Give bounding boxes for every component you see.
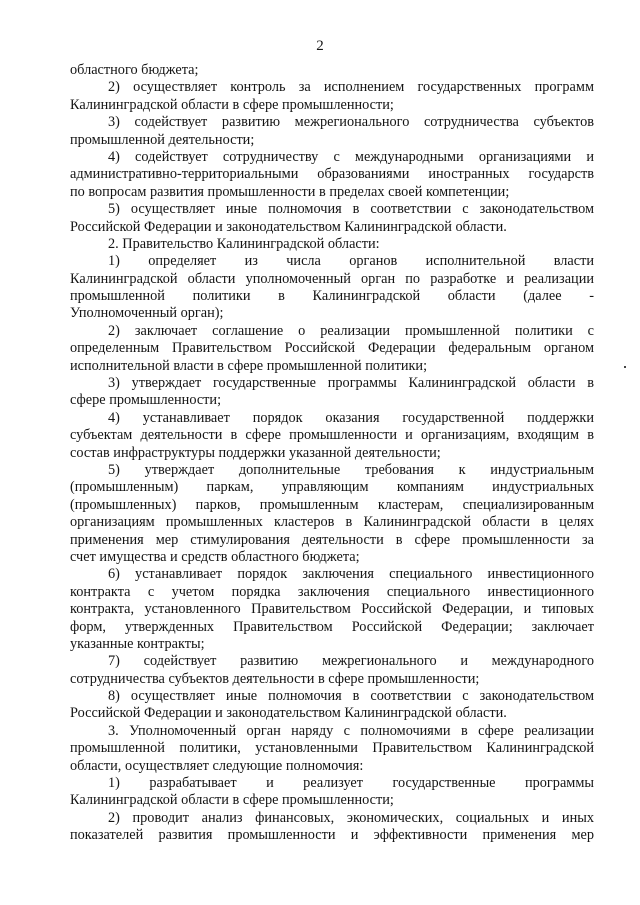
text-line: 2) осуществляет контроль за исполнением государственных программ [108,79,594,96]
text-line: (промышленных) парков, промышленным кластерам, специализированным [70,496,594,513]
text-line: (промышленным) паркам, управляющим компаниям индустриальных [70,479,594,496]
text-line: контракта с учетом порядка заключения специального инвестиционного [70,583,594,600]
text-line: по вопросам развития промышленности в пределах своей компетенции; [70,183,510,200]
text-line: 5) утверждает дополнительные требования к индустриальным [108,461,594,478]
text-line: контракта, установленного Правительством Российской Федерации, и типовых [70,601,594,618]
text-line: показателей развития промышленности и эффективности применения мер [70,827,594,844]
text-line: Калининградской области уполномоченный орган по разработке и реализации [70,270,594,287]
text-line: Российской Федерации и законодательством Калининградской области. [70,705,507,722]
text-line: 3. Уполномоченный орган наряду с полномочиями в сфере реализации [108,722,594,739]
text-line: промышленной политики в Калининградской области (далее - [70,288,594,305]
text-line: промышленной политики, установленными Правительством Калининградской [70,740,594,757]
text-line: сфере промышленности; [70,392,222,409]
text-line: областного бюджета; [70,62,199,78]
text-line: форм, утвержденных Правительством Российской Федерации; заключает [70,618,594,635]
scan-speck [624,366,626,368]
text-line: 4) содействует сотрудничеству с международными организациями и [108,148,594,165]
text-line: 2) заключает соглашение о реализации промышленной политики с [108,322,594,339]
text-line: 1) определяет из числа органов исполнительной власти [108,253,594,270]
text-line: 5) осуществляет иные полномочия в соответствии с законодательством [108,201,594,218]
text-line: указанные контракты; [70,635,205,652]
text-line: определенным Правительством Российской Федерации федеральным органом [70,340,594,357]
text-line: промышленной деятельности; [70,131,255,148]
text-line: 6) устанавливает порядок заключения специального инвестиционного [108,566,594,583]
text-line: субъектам деятельности в сфере промышленности и организациям, входящим в [70,427,594,444]
text-line: Калининградской области в сфере промышленности; [70,792,394,809]
text-line: Калининградской области в сфере промышленности; [70,96,394,113]
text-line: 2) проводит анализ финансовых, экономических, социальных и иных [108,809,594,826]
text-line: 7) содействует развитию межрегионального и международного [108,653,594,670]
document-body [70,62,594,845]
text-line: 4) устанавливает порядок оказания государственной поддержки [108,409,594,426]
text-line: счет имущества и средств областного бюджета; [70,548,360,565]
text-line: сотрудничества субъектов деятельности в сфере промышленности; [70,670,480,687]
text-line: 2. Правительство Калининградской области: [108,235,380,252]
text-line: 8) осуществляет иные полномочия в соответствии с законодательством [108,688,594,705]
text-line: исполнительной власти в сфере промышленной политики; [70,357,428,374]
text-line: административно-территориальными образованиями иностранных государств [70,166,594,183]
text-line: области, осуществляет следующие полномочия: [70,757,364,774]
page-number: 2 [316,38,324,54]
text-line: 1) разрабатывает и реализует государственные программы [108,775,594,792]
text-line: состав инфраструктуры поддержки указанной деятельности; [70,444,441,461]
text-line: Уполномоченный орган); [70,305,224,322]
text-line: 3) содействует развитию межрегионального сотрудничества субъектов [108,114,594,131]
text-line: организациям промышленных кластеров в Калининградской области в целях [70,514,594,531]
text-line: Российской Федерации и законодательством Калининградской области. [70,218,507,235]
text-line: применения мер стимулирования деятельности в сфере промышленности за [70,531,594,548]
text-line: 3) утверждает государственные программы Калининградской области в [108,375,594,392]
